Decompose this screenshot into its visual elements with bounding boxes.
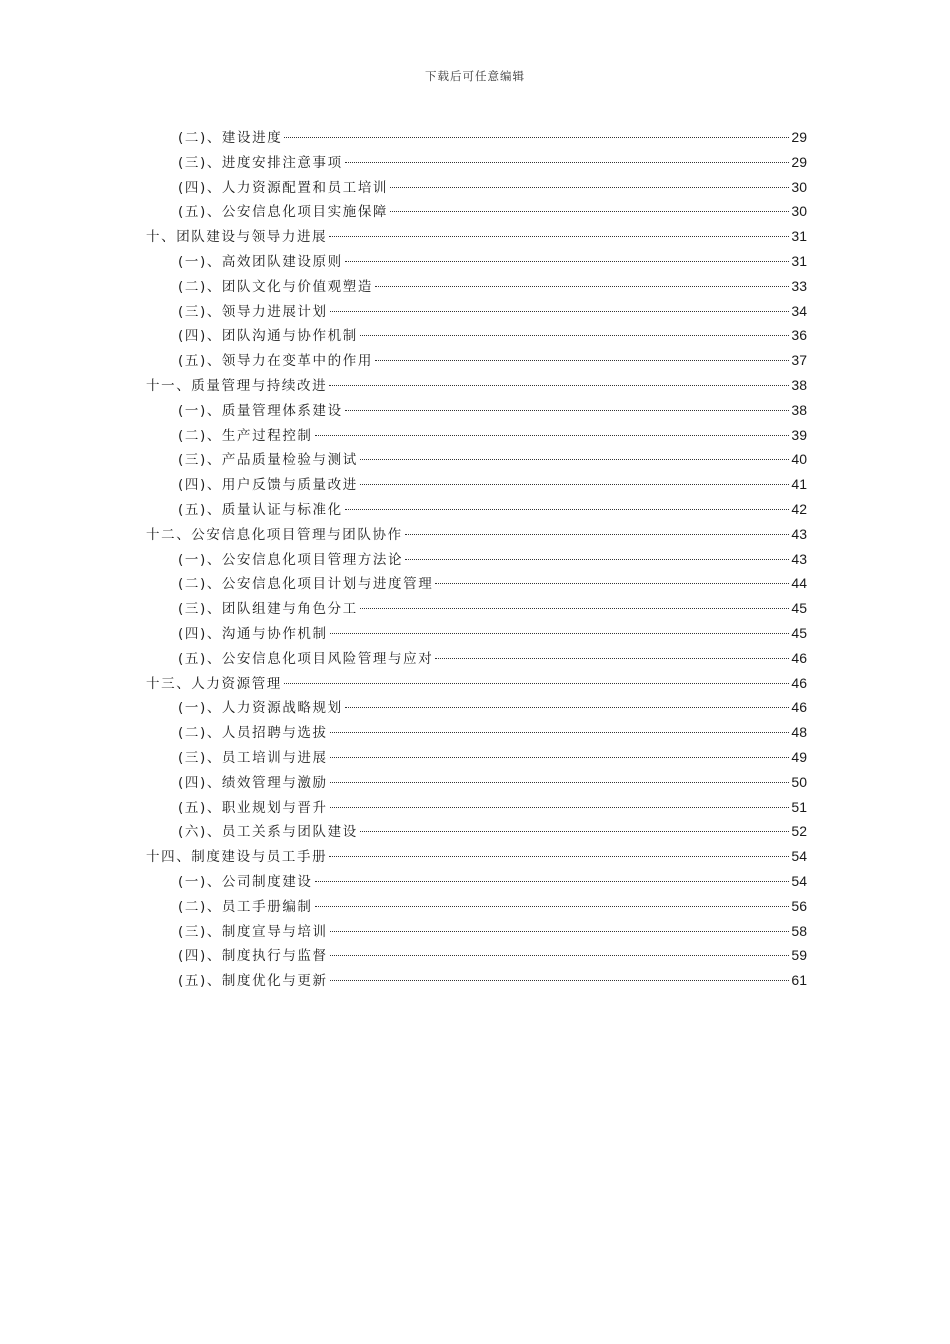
toc-section-entry[interactable]	[146, 175, 807, 200]
toc-entry-title: (一)、质量管理体系建设	[178, 402, 343, 419]
toc-section-entry[interactable]	[146, 894, 807, 919]
toc-dot-leader	[330, 807, 790, 808]
toc-entry-title: (二)、建设进度	[178, 130, 283, 146]
toc-entry-title: (五)、公安信息化项目实施保障	[178, 204, 389, 221]
toc-dot-leader	[345, 162, 790, 163]
toc-entry-title: (三)、员工培训与进展	[178, 749, 328, 766]
toc-dot-leader	[330, 931, 790, 932]
toc-page-number: 45	[791, 624, 807, 641]
toc-entry-title: (四)、用户反馈与质量改进	[178, 477, 358, 494]
toc-section-entry[interactable]	[146, 472, 807, 497]
toc-entry-title: (四)、团队沟通与协作机制	[178, 328, 358, 345]
toc-dot-leader	[330, 732, 790, 733]
toc-entry-title: (三)、进度安排注意事项	[178, 154, 343, 171]
toc-entry-title: (二)、团队文化与价值观塑造	[178, 278, 373, 295]
toc-dot-leader	[435, 658, 789, 659]
toc-dot-leader	[315, 906, 790, 907]
toc-entry-title: (五)、公安信息化项目风险管理与应对	[178, 650, 434, 667]
toc-page-number: 38	[791, 401, 807, 418]
toc-page-number: 58	[791, 922, 807, 939]
toc-section-entry[interactable]	[146, 249, 807, 274]
toc-dot-leader	[435, 583, 789, 584]
toc-chapter-entry[interactable]	[146, 224, 807, 249]
toc-section-entry[interactable]	[146, 695, 807, 720]
toc-entry-title: (二)、生产过程控制	[178, 427, 313, 444]
toc-section-entry[interactable]	[146, 398, 807, 423]
toc-entry-title: (五)、制度优化与更新	[178, 973, 328, 990]
toc-section-entry[interactable]	[146, 199, 807, 224]
toc-page-number: 61	[791, 972, 807, 989]
toc-chapter-entry[interactable]	[146, 844, 807, 869]
toc-entry-title: (一)、高效团队建设原则	[178, 253, 343, 270]
toc-dot-leader	[390, 211, 789, 212]
toc-section-entry[interactable]	[146, 646, 807, 671]
toc-section-entry[interactable]	[146, 497, 807, 522]
toc-entry-title: (五)、领导力在变革中的作用	[178, 353, 373, 370]
toc-entry-title: (六)、员工关系与团队建设	[178, 824, 358, 841]
toc-section-entry[interactable]	[146, 125, 807, 150]
toc-page-number: 31	[791, 228, 807, 245]
toc-entry-title: 十三、人力资源管理	[146, 675, 282, 692]
toc-page-number: 51	[791, 798, 807, 815]
toc-section-entry[interactable]	[146, 423, 807, 448]
toc-entry-title: (三)、制度宣导与培训	[178, 923, 328, 940]
toc-dot-leader	[360, 608, 790, 609]
toc-dot-leader	[360, 335, 790, 336]
toc-dot-leader	[360, 484, 790, 485]
toc-dot-leader	[405, 559, 789, 560]
toc-page-number: 37	[791, 352, 807, 369]
toc-page-number: 54	[791, 872, 807, 889]
toc-section-entry[interactable]	[146, 869, 807, 894]
toc-page-number: 41	[791, 476, 807, 493]
toc-section-entry[interactable]	[146, 447, 807, 472]
page-header: 下载后可任意编辑	[425, 69, 525, 83]
toc-section-entry[interactable]	[146, 968, 807, 993]
toc-entry-title: (一)、公司制度建设	[178, 873, 313, 890]
toc-section-entry[interactable]	[146, 795, 807, 820]
toc-page-number: 46	[791, 674, 807, 691]
toc-dot-leader	[360, 459, 790, 460]
toc-chapter-entry[interactable]	[146, 522, 807, 547]
toc-page-number: 50	[791, 773, 807, 790]
toc-page-number: 46	[791, 649, 807, 666]
toc-page-number: 31	[791, 252, 807, 269]
toc-page-number: 29	[791, 153, 807, 170]
toc-page-number: 40	[791, 451, 807, 468]
toc-dot-leader	[345, 509, 790, 510]
toc-page-number: 29	[791, 129, 807, 145]
toc-section-entry[interactable]	[146, 571, 807, 596]
toc-page-number: 30	[791, 203, 807, 220]
toc-entry-title: (二)、公安信息化项目计划与进度管理	[178, 576, 434, 593]
toc-dot-leader	[405, 534, 790, 535]
toc-dot-leader	[375, 360, 789, 361]
toc-entry-title: 十、团队建设与领导力进展	[146, 229, 328, 246]
toc-entry-title: (四)、人力资源配置和员工培训	[178, 179, 389, 196]
toc-page-number: 36	[791, 327, 807, 344]
toc-page-number: 45	[791, 600, 807, 617]
toc-section-entry[interactable]	[146, 299, 807, 324]
toc-entry-title: (四)、沟通与协作机制	[178, 625, 328, 642]
toc-page-number: 54	[791, 848, 807, 865]
toc-section-entry[interactable]	[146, 770, 807, 795]
table-of-contents	[146, 125, 807, 993]
toc-entry-title: (一)、人力资源战略规划	[178, 700, 343, 717]
toc-page-number: 49	[791, 748, 807, 765]
toc-page-number: 52	[791, 823, 807, 840]
toc-chapter-entry[interactable]	[146, 671, 807, 696]
toc-page-number: 34	[791, 302, 807, 319]
toc-entry-title: (三)、领导力进展计划	[178, 303, 328, 320]
toc-section-entry[interactable]	[146, 596, 807, 621]
toc-dot-leader	[375, 286, 789, 287]
toc-dot-leader	[345, 707, 790, 708]
toc-dot-leader	[330, 633, 790, 634]
toc-page-number: 42	[791, 500, 807, 517]
toc-section-entry[interactable]	[146, 274, 807, 299]
toc-section-entry[interactable]	[146, 720, 807, 745]
toc-section-entry[interactable]	[146, 348, 807, 373]
toc-dot-leader	[330, 782, 790, 783]
toc-page-number: 44	[791, 575, 807, 592]
toc-page-number: 39	[791, 426, 807, 443]
toc-page-number: 43	[791, 525, 807, 542]
toc-section-entry[interactable]	[146, 819, 807, 844]
toc-page-number: 38	[791, 376, 807, 393]
toc-entry-title: (一)、公安信息化项目管理方法论	[178, 551, 404, 568]
toc-entry-title: (四)、绩效管理与激励	[178, 774, 328, 791]
toc-section-entry[interactable]	[146, 621, 807, 646]
toc-page-number: 46	[791, 699, 807, 716]
toc-dot-leader	[284, 137, 789, 138]
toc-entry-title: 十四、制度建设与员工手册	[146, 849, 328, 866]
toc-entry-title: (五)、职业规划与晋升	[178, 799, 328, 816]
toc-dot-leader	[284, 683, 790, 684]
toc-dot-leader	[330, 980, 790, 981]
toc-dot-leader	[360, 831, 790, 832]
toc-page-number: 48	[791, 724, 807, 741]
toc-page-number: 56	[791, 897, 807, 914]
toc-dot-leader	[330, 311, 790, 312]
toc-page-number: 43	[791, 550, 807, 567]
toc-entry-title: (四)、制度执行与监督	[178, 948, 328, 965]
toc-section-entry[interactable]	[146, 150, 807, 175]
toc-page-number: 30	[791, 178, 807, 195]
toc-section-entry[interactable]	[146, 919, 807, 944]
toc-page-number: 33	[791, 277, 807, 294]
toc-entry-title: (五)、质量认证与标准化	[178, 501, 343, 518]
toc-dot-leader	[390, 187, 789, 188]
toc-section-entry[interactable]	[146, 323, 807, 348]
toc-entry-title: (三)、团队组建与角色分工	[178, 601, 358, 618]
toc-chapter-entry[interactable]	[146, 373, 807, 398]
toc-dot-leader	[345, 261, 790, 262]
toc-dot-leader	[315, 435, 790, 436]
toc-section-entry[interactable]	[146, 547, 807, 572]
toc-dot-leader	[329, 856, 789, 857]
toc-section-entry[interactable]	[146, 745, 807, 770]
toc-entry-title: (三)、产品质量检验与测试	[178, 452, 358, 469]
toc-section-entry[interactable]	[146, 943, 807, 968]
toc-entry-title: 十二、公安信息化项目管理与团队协作	[146, 526, 403, 543]
toc-dot-leader	[329, 236, 789, 237]
toc-dot-leader	[330, 757, 790, 758]
toc-page-number: 59	[791, 947, 807, 964]
toc-dot-leader	[329, 385, 789, 386]
toc-entry-title: (二)、员工手册编制	[178, 898, 313, 915]
toc-entry-title: 十一、质量管理与持续改进	[146, 377, 328, 394]
toc-dot-leader	[330, 955, 790, 956]
toc-dot-leader	[315, 881, 790, 882]
toc-entry-title: (二)、人员招聘与选拔	[178, 725, 328, 742]
toc-dot-leader	[345, 410, 790, 411]
